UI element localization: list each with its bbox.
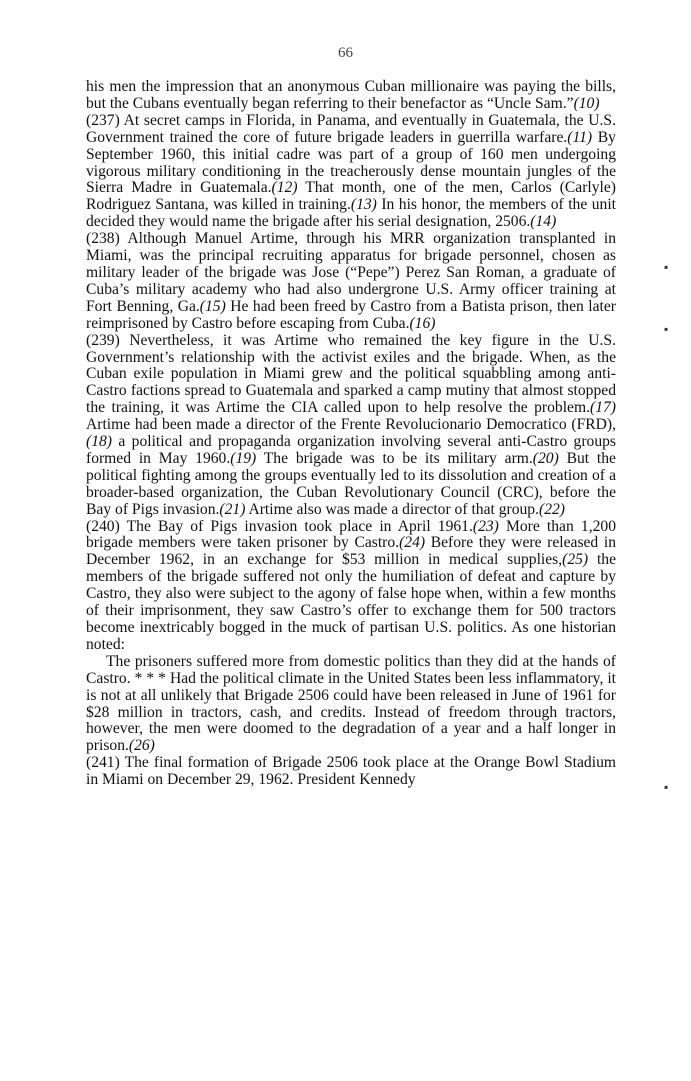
margin-mark: ▪ [664, 780, 669, 794]
text-segment: That month, one of the men, Carlos (Carlyle) Rodriguez Santana, was killed in training. [86, 179, 616, 214]
body-text [86, 79, 616, 789]
footnote-reference: (21) [219, 500, 246, 518]
footnote-reference: (22) [539, 500, 565, 518]
page-number: 66 [338, 45, 353, 61]
text-segment: Although Manuel Artime, through his MRR organization transplanted in Miami, was the principal recruiting apparatus for brigade personnel, chosen as military leader of the brigade was Jose (“Pepe”) Perez San Roman, a graduate of Cuba’s military academy who had also undergrone U.S. Army officer training at Fort Benning, Ga. [86, 230, 616, 315]
paragraph-239 [86, 333, 616, 519]
paragraph-238 [86, 231, 616, 332]
footnote-reference: (18) [86, 433, 112, 451]
paragraph-240 [86, 519, 616, 654]
footnote-reference: (26) [128, 737, 155, 755]
text-segment: the members of the brigade suffered not only the humiliation of defeat and capture by Castro, they also were subject to the agony of false hope when, within a few months of their imprisonment, they saw Castro’s offer to exchange them for 500 tractors become inextricably bogged in the muck of partisan U.S. politics. As one historian noted: [86, 551, 616, 653]
paragraph-continued [86, 79, 616, 113]
footnote-reference: (24) [399, 534, 426, 552]
text-segment: Nevertheless, it was Artime who remained the key figure in the U.S. Government’s relationship with the activist exiles and the brigade. When, as the Cuban exile population in Miami grew and the political squabbling among anti-Castro factions spread to Guatemala and sparked a camp mutiny that almost stopped the training, it was Artime the CIA called upon to help resolve the problem. [86, 331, 616, 417]
paragraph-number: (241) [86, 754, 120, 772]
paragraph-number: (240) [86, 517, 120, 535]
footnote-reference: (14) [530, 213, 557, 231]
text-segment: Artime had been made a director of the Frente Revolucionario Democratico (FRD), [86, 416, 616, 434]
text-segment: In his honor, the members of the unit decided they would name the brigade after his serial designation, 2506. [86, 196, 616, 231]
text-segment: He had been freed by Castro from a Batista prison, then later reimprisoned by Castro before escaping from Cuba. [86, 297, 616, 332]
footnote-reference: (20) [532, 449, 559, 467]
footnote-reference: (19) [230, 449, 257, 467]
footnote-reference: (11) [567, 128, 593, 146]
text-segment: But the political fighting among the groups eventually led to its dissolution and creation of a broader-based organization, the Cuban Revolutionary Council (CRC), before the Bay of Pigs invasion. [86, 449, 616, 518]
text-segment: More than 1,200 brigade members were taken prisoner by Castro. [86, 517, 616, 552]
paragraph-number: (238) [86, 230, 120, 248]
footnote-reference: (10) [573, 94, 600, 112]
block-quote [86, 654, 616, 755]
text-segment: The final formation of Brigade 2506 took place at the Orange Bowl Stadium in Miami on December 29, 1962. President Kennedy [86, 754, 616, 789]
text-segment: The prisoners suffered more from domestic politics than they did at the hands of Castro. * * * Had the political climate in the United States been less inflammatory, it is not at all unlikely that Brigade 2506 could have been released in June of 1961 for $28 million in tractors, cash, and credits. Instead of freedom through tractors, however, the men were doomed to the degradation of a year and a half longer in prison. [86, 652, 616, 755]
text-segment: The Bay of Pigs invasion took place in April 1961. [119, 517, 473, 535]
paragraph-number: (237) [86, 111, 120, 129]
text-segment: Before they were released in December 1962, in an exchange for $53 million in medical supplies, [86, 534, 616, 569]
text-segment: By September 1960, this initial cadre was part of a group of 160 men undergoing vigorous military conditioning in the treacherously dense mountain jungles of the Sierra Madre in Guatemala. [86, 128, 616, 197]
footnote-reference: (25) [562, 551, 589, 569]
footnote-reference: (17) [590, 399, 616, 417]
text-segment: Artime also was made a director of that group. [245, 500, 539, 518]
footnote-reference: (23) [472, 517, 499, 535]
footnote-reference: (13) [350, 196, 377, 214]
paragraph-237 [86, 113, 616, 231]
footnote-reference: (12) [271, 179, 298, 197]
footnote-reference: (15) [199, 297, 226, 315]
margin-mark: ▪ [664, 260, 669, 274]
text-segment: At secret camps in Florida, in Panama, and eventually in Guatemala, the U.S. Government trained the core of future brigade leaders in guerrilla warfare. [86, 111, 616, 146]
paragraph-241 [86, 755, 616, 789]
text-segment: his men the impression that an anonymous Cuban millionaire was paying the bills, but the Cubans eventually began referring to their benefactor as “Uncle Sam.” [86, 78, 616, 112]
text-segment: The brigade was to be its military arm. [256, 449, 533, 467]
paragraph-number: (239) [86, 331, 120, 349]
footnote-reference: (16) [409, 314, 436, 332]
margin-mark: ▪ [664, 322, 669, 336]
text-segment: a political and propaganda organization involving several anti-Castro groups formed in May 1960. [86, 433, 616, 467]
